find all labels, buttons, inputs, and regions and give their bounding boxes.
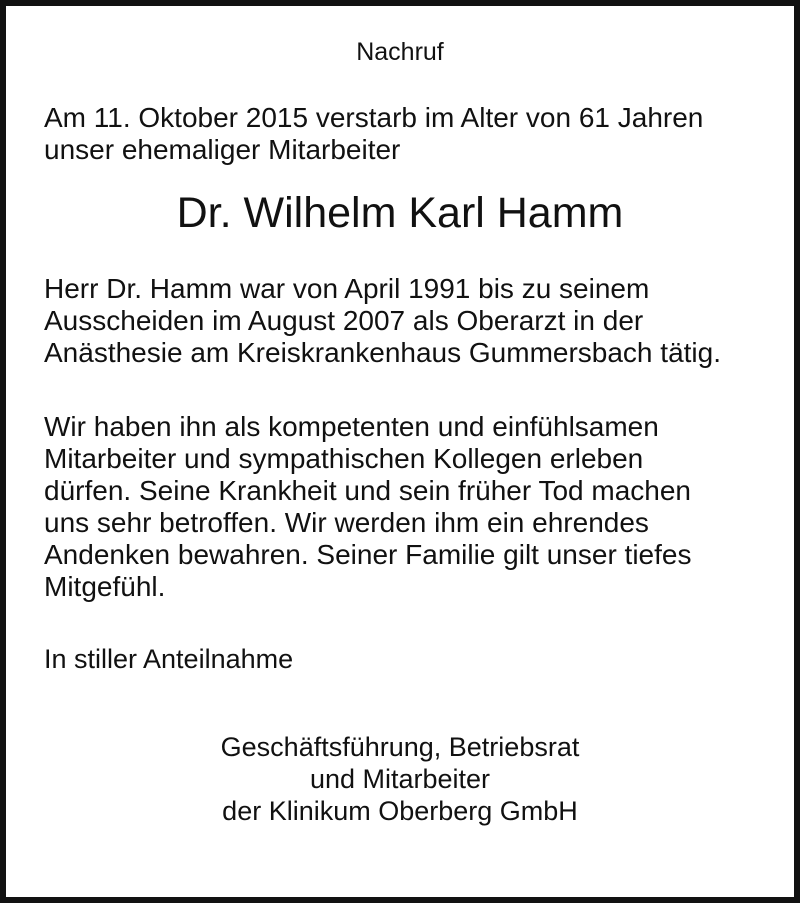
closing-phrase: In stiller Anteilnahme bbox=[44, 644, 294, 674]
intro-line: Am 11. Oktober 2015 verstarb im Alter von 61 Jahren bbox=[44, 102, 704, 133]
paragraph-line: Ausscheiden im August 2007 als Oberarzt in der bbox=[44, 305, 644, 336]
deceased-name: Dr. Wilhelm Karl Hamm bbox=[176, 189, 624, 237]
intro-line: unser ehemaliger Mitarbeiter bbox=[44, 134, 401, 165]
paragraph-line: Anästhesie am Kreiskrankenhaus Gummersbach tätig. bbox=[44, 337, 721, 368]
signature-line: der Klinikum Oberberg GmbH bbox=[222, 796, 578, 826]
paragraph-line: dürfen. Seine Krankheit und sein früher Tod machen bbox=[44, 475, 692, 506]
tribute-paragraph bbox=[44, 411, 756, 603]
notice-heading: Nachruf bbox=[356, 38, 444, 66]
signature-line: Geschäftsführung, Betriebsrat bbox=[220, 732, 580, 762]
signature-block bbox=[44, 731, 756, 827]
paragraph-line: uns sehr betroffen. Wir werden ihm ein ehrendes bbox=[44, 507, 649, 538]
career-paragraph bbox=[44, 273, 756, 369]
intro-text bbox=[44, 102, 756, 166]
paragraph-line: Mitarbeiter und sympathischen Kollegen erleben bbox=[44, 443, 644, 474]
paragraph-line: Andenken bewahren. Seiner Familie gilt unser tiefes bbox=[44, 539, 692, 570]
paragraph-line: Wir haben ihn als kompetenten und einfühlsamen bbox=[44, 411, 659, 442]
paragraph-line: Mitgefühl. bbox=[44, 571, 166, 602]
signature-line: und Mitarbeiter bbox=[309, 764, 491, 794]
paragraph-line: Herr Dr. Hamm war von April 1991 bis zu seinem bbox=[44, 273, 650, 304]
